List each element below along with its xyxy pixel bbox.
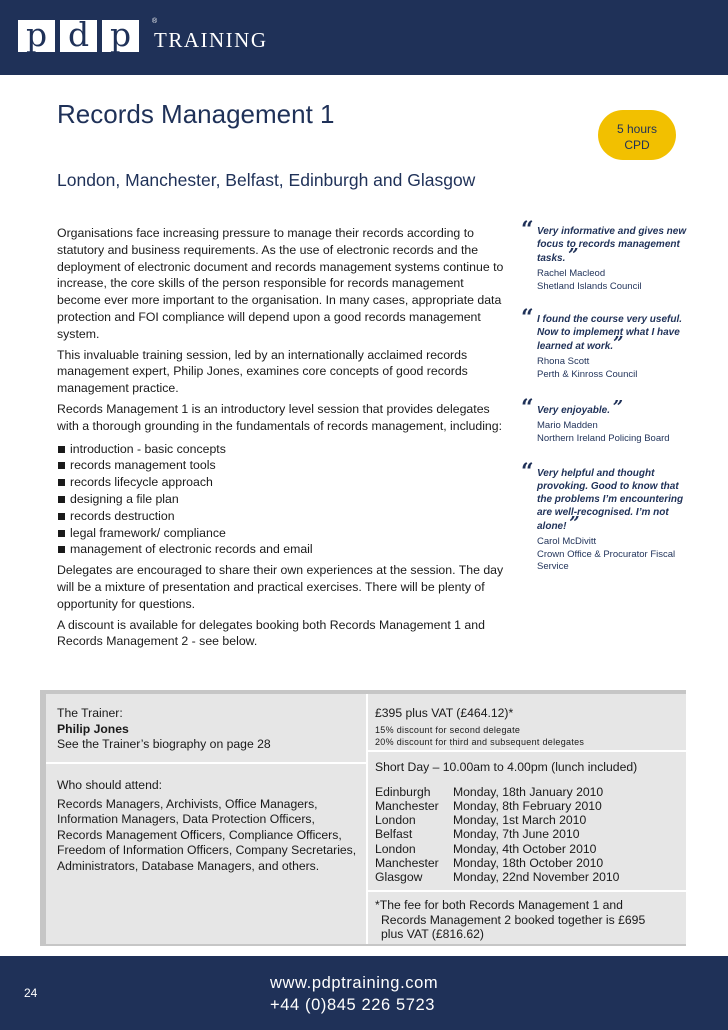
testimonial-name: Rachel Macleod xyxy=(537,268,606,279)
schedule-date: Monday, 18th October 2010 xyxy=(453,855,604,870)
attend-text: Records Managers, Archivists, Office Managers, Information Managers, Data Protection Officers, Records Management Officers, Compliance Officers, Freedom of Information Officers, Company Secretaries, Administrators, Database Managers, and others. xyxy=(57,796,357,873)
schedule-section xyxy=(375,760,680,885)
testimonial-org: Perth & Kinross Council xyxy=(537,368,638,380)
trainer-section xyxy=(57,706,357,753)
schedule-date: Monday, 1st March 2010 xyxy=(453,813,587,828)
testimonial-org: Crown Office & Procurator Fiscal Service xyxy=(537,548,676,572)
delegates-paragraph: Delegates are encouraged to share their own experiences at the session. The day will be a mixture of presentation and practical exercises. There will be plenty of opportunity for questions. xyxy=(57,563,504,611)
list-item: introduction - basic concepts xyxy=(57,441,507,458)
registered-mark: ® xyxy=(152,18,158,25)
schedule-city: Glasgow xyxy=(375,870,423,885)
open-quote-icon: “ xyxy=(521,305,534,331)
bullet-square-icon xyxy=(58,479,65,486)
schedule-heading: Short Day – 10.00am to 4.00pm (lunch included) xyxy=(375,760,638,774)
topics-list xyxy=(57,441,507,559)
logo-training-word: TRAINING xyxy=(154,28,268,52)
testimonial xyxy=(521,459,691,574)
list-item: records management tools xyxy=(57,457,507,474)
page-number: 24 xyxy=(24,986,38,1000)
page-title: Records Management 1 xyxy=(57,99,335,129)
testimonial-quote: Very enjoyable. xyxy=(537,405,610,416)
testimonial-name: Mario Madden xyxy=(537,420,598,431)
schedule-city: Manchester xyxy=(375,798,439,813)
list-item: legal framework/ compliance xyxy=(57,525,507,542)
schedule-date: Monday, 4th October 2010 xyxy=(453,841,597,856)
attend-section xyxy=(57,778,362,874)
schedule-date: Monday, 22nd November 2010 xyxy=(453,870,620,885)
bullet-square-icon xyxy=(58,530,65,537)
open-quote-icon: “ xyxy=(521,217,534,243)
testimonial-quote: I found the course very useful. Now to implement what I have learned at work. xyxy=(537,314,683,352)
session-paragraph: This invaluable training session, led by an internationally acclaimed records management expert, Philip Jones, examines core concepts of good records management practice. xyxy=(57,347,468,396)
price-section xyxy=(375,706,680,748)
open-quote-icon: “ xyxy=(521,459,534,485)
bullet-square-icon xyxy=(58,513,65,520)
list-item: records destruction xyxy=(57,508,507,525)
price-discount-second: 15% discount for second delegate xyxy=(375,724,521,735)
overview-paragraph: Records Management 1 is an introductory level session that provides delegates with a thorough grounding in the fundamentals of records management, including: xyxy=(57,401,503,433)
panel-divider-vertical xyxy=(366,694,368,944)
schedule-city: Belfast xyxy=(375,827,413,842)
fee-note-line: *The fee for both Records Management 1 and xyxy=(375,898,623,912)
testimonial-quote: Very informative and gives new focus to records management tasks. xyxy=(537,226,687,264)
cpd-hours: 5 hours xyxy=(616,122,658,136)
schedule-city: Manchester xyxy=(375,855,439,870)
trainer-bio-link[interactable]: See the Trainer’s biography on page 28 xyxy=(57,737,271,751)
discount-paragraph: A discount is available for delegates booking both Records Management 1 and Records Management 2 - see below. xyxy=(57,617,485,649)
testimonial-quote: Very helpful and thought provoking. Good to know that the problems I’m encountering are well-recognised. I’m not alone! xyxy=(537,468,684,532)
pdp-logo[interactable] xyxy=(18,20,267,52)
panel-divider-right xyxy=(368,750,686,752)
testimonial-name: Rhona Scott xyxy=(537,356,590,367)
testimonial-name: Carol McDivitt xyxy=(537,536,597,547)
close-quote-icon: ” xyxy=(568,245,579,266)
schedule-dates xyxy=(375,785,680,885)
price-main: £395 plus VAT (£464.12)* xyxy=(375,706,514,720)
testimonial-org: Northern Ireland Policing Board xyxy=(537,432,670,444)
trainer-label: The Trainer: xyxy=(57,706,123,720)
cpd-badge xyxy=(598,110,676,160)
testimonial xyxy=(521,217,691,293)
cpd-label: CPD xyxy=(624,138,650,152)
fee-note-line: plus VAT (£816.62) xyxy=(381,927,484,941)
fee-note-line: Records Management 2 booked together is £695 xyxy=(381,912,646,927)
phone-number[interactable]: +44 (0)845 226 5723 xyxy=(270,996,436,1014)
bullet-square-icon xyxy=(58,546,65,553)
testimonial xyxy=(521,395,691,445)
close-quote-icon: ” xyxy=(612,397,624,418)
website-link[interactable]: www.pdptraining.com xyxy=(270,974,439,992)
close-quote-icon: ” xyxy=(569,513,580,534)
course-locations: London, Manchester, Belfast, Edinburgh and Glasgow xyxy=(57,170,476,190)
panel-divider-right-2 xyxy=(368,890,686,892)
open-quote-icon: “ xyxy=(521,395,534,421)
panel-divider-left xyxy=(46,762,366,764)
trainer-name: Philip Jones xyxy=(57,721,129,736)
close-quote-icon: ” xyxy=(613,333,624,354)
bullet-square-icon xyxy=(58,496,65,503)
attend-label: Who should attend: xyxy=(57,778,163,792)
schedule-city: Edinburgh xyxy=(375,784,431,799)
schedule-date: Monday, 8th February 2010 xyxy=(453,798,602,813)
schedule-city: London xyxy=(375,813,416,828)
testimonials-column xyxy=(521,217,691,574)
footer-contact xyxy=(270,972,438,1016)
price-discount-third: 20% discount for third and subsequent delegates xyxy=(375,736,585,747)
logo-letter-d: d xyxy=(60,20,97,52)
logo-letter-p: p xyxy=(18,20,55,52)
course-description xyxy=(57,225,507,654)
testimonial-org: Shetland Islands Council xyxy=(537,280,642,292)
logo-letter-p2: p xyxy=(102,20,139,52)
schedule-city: London xyxy=(375,841,416,856)
list-item: management of electronic records and email xyxy=(57,541,507,558)
list-item: designing a file plan xyxy=(57,491,507,508)
bullet-square-icon xyxy=(58,462,65,469)
intro-paragraph: Organisations face increasing pressure to manage their records according to statutory and business requirements. As the use of electronic records and the deployment of electronic document and records management systems continue to increase, the core skills of the person responsible for records management become ever more important to the organisation. In many cases, appropriate data protection and FOI compliance will depend upon a good records management system. xyxy=(57,226,504,341)
schedule-date: Monday, 7th June 2010 xyxy=(453,827,580,842)
footer-bar xyxy=(0,956,728,1030)
bullet-square-icon xyxy=(58,446,65,453)
testimonial xyxy=(521,305,691,381)
combined-fee-note xyxy=(375,898,680,942)
header-bar xyxy=(0,0,728,75)
list-item: records lifecycle approach xyxy=(57,474,507,491)
schedule-date: Monday, 18th January 2010 xyxy=(453,784,604,799)
